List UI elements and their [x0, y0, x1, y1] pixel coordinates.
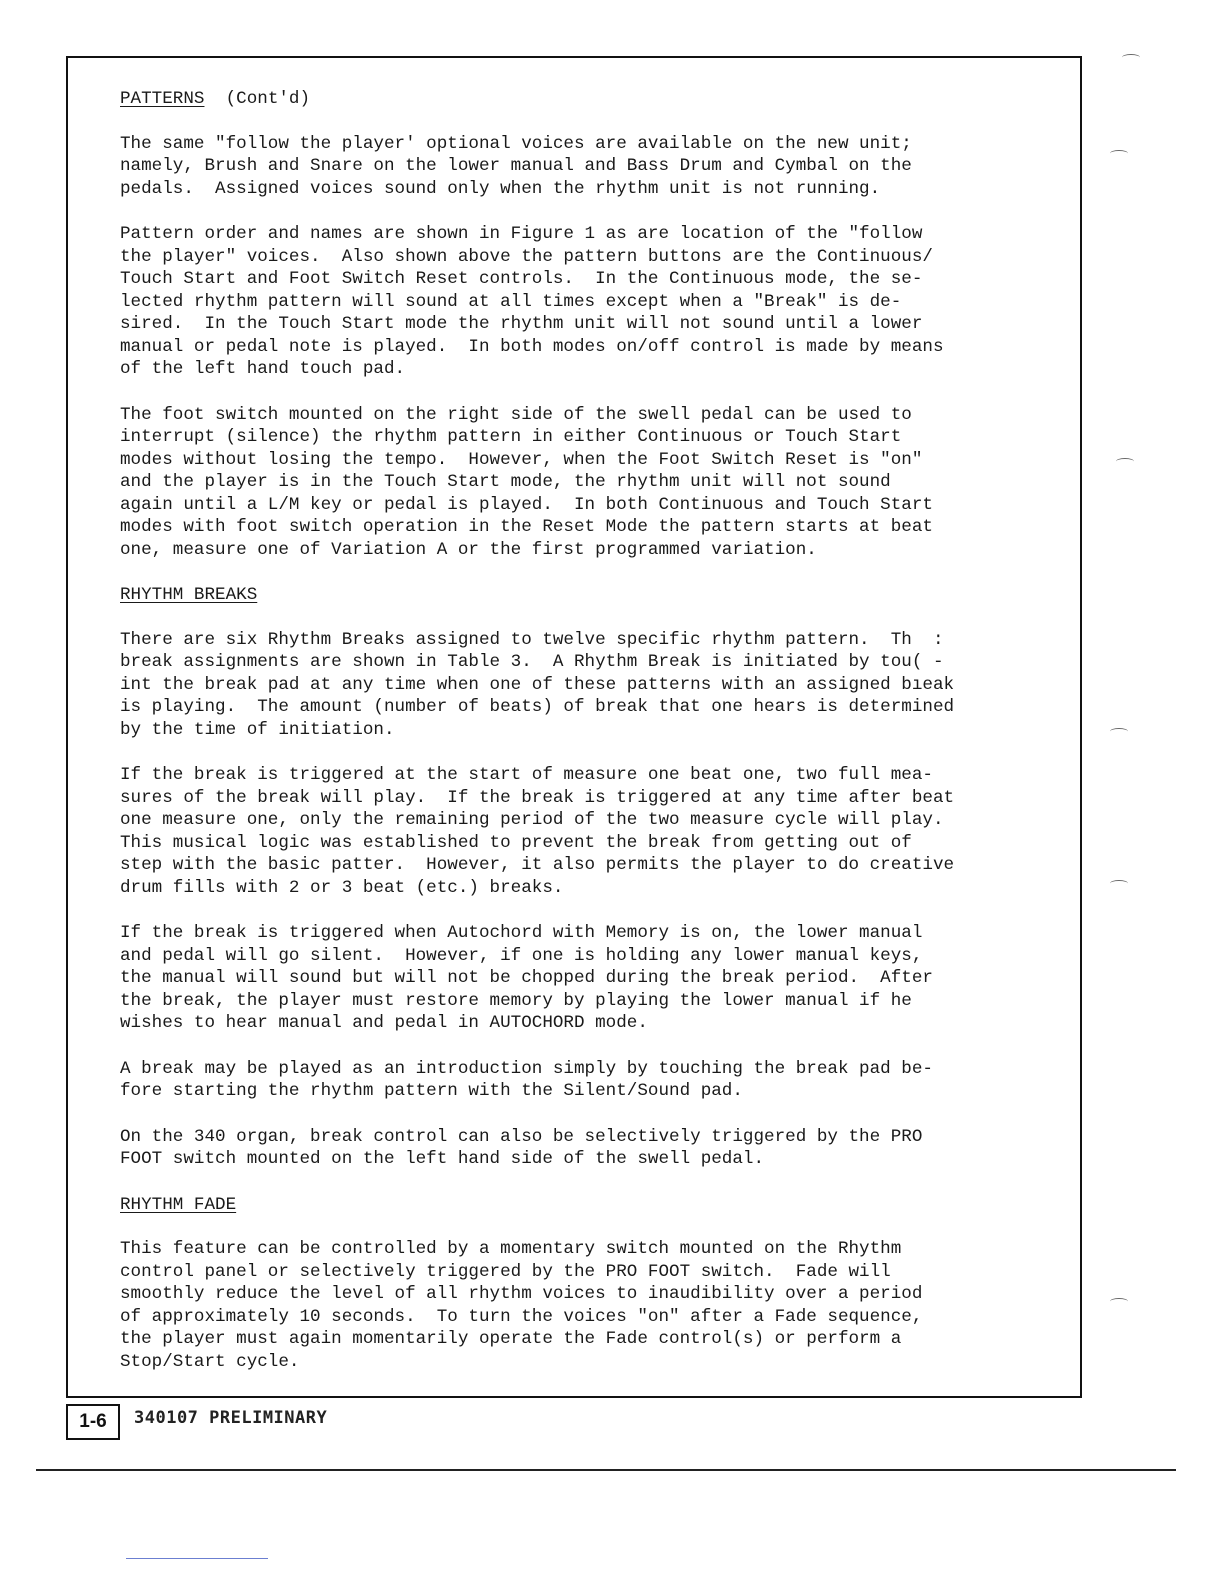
paragraph [120, 1238, 1020, 1373]
section-heading-text: RHYTHM FADE [120, 1194, 237, 1215]
text-line: wishes to hear manual and pedal in AUTOCHORD mode. [120, 1013, 648, 1033]
text-line: Stop/Start cycle. [120, 1351, 300, 1372]
paragraph [120, 223, 1020, 381]
paragraph [120, 629, 1020, 742]
text-line: the player" voices. Also shown above the pattern buttons are the Continuous/ [120, 246, 933, 267]
text-line: again until a L/M key or pedal is played. In both Continuous and Touch Start [120, 494, 933, 515]
text-line: of the left hand touch pad. [120, 359, 406, 379]
text-line: and the player is in the Touch Start mode, the rhythm unit will not sound [120, 472, 891, 492]
page-number: 1-6 [79, 1411, 107, 1432]
text-line: control panel or selectively triggered by the PRO FOOT switch. Fade will [120, 1261, 891, 1282]
text-line: and pedal will go silent. However, if one is holding any lower manual keys, [120, 945, 923, 966]
text-line: manual or pedal note is played. In both modes on/off control is made by means [120, 336, 944, 357]
section-heading-rhythm-fade [120, 1194, 1020, 1217]
text-line: If the break is triggered when Autochord with Memory is on, the lower manual [120, 923, 923, 943]
text-line: the player must again momentarily operate the Fade control(s) or perform a [120, 1329, 902, 1349]
paragraph [120, 133, 1020, 201]
text-line: namely, Brush and Snare on the lower manual and Bass Drum and Cymbal on the [120, 156, 912, 176]
paragraph [120, 764, 1020, 899]
text-line: of approximately 10 seconds. To turn the voices "on" after a Fade sequence, [120, 1306, 923, 1327]
paragraph [120, 404, 1020, 562]
text-line: step with the basic patter. However, it also permits the player to do creative [120, 855, 955, 875]
margin-mark [1110, 728, 1128, 735]
text-line: drum fills with 2 or 3 beat (etc.) breaks. [120, 877, 564, 898]
paragraph [120, 922, 1020, 1035]
margin-mark [1110, 150, 1128, 157]
text-line: There are six Rhythm Breaks assigned to twelve specific rhythm pattern. Th : [120, 629, 944, 650]
text-line: A break may be played as an introduction simply by touching the break pad be- [120, 1058, 933, 1079]
text-line: one, measure one of Variation A or the first programmed variation. [120, 539, 817, 560]
margin-mark [1110, 1298, 1128, 1305]
text-line: This musical logic was established to prevent the break from getting out of [120, 832, 912, 853]
text-line: interrupt (silence) the rhythm pattern in either Continuous or Touch Start [120, 427, 902, 447]
scan-artifact-line [126, 1558, 268, 1559]
text-line: Touch Start and Foot Switch Reset controls. In the Continuous mode, the se- [120, 269, 923, 289]
paragraph [120, 1126, 1020, 1171]
text-line: by the time of initiation. [120, 719, 395, 740]
margin-mark [1110, 880, 1128, 887]
document-id: 340107 PRELIMINARY [134, 1408, 328, 1428]
section-heading-patterns [120, 88, 1020, 111]
section-heading-suffix: (Cont'd) [204, 89, 311, 109]
margin-mark [1122, 54, 1140, 61]
section-heading-rhythm-breaks [120, 584, 1020, 607]
text-line: one measure one, only the remaining period of the two measure cycle will play. [120, 810, 944, 830]
text-line: smoothly reduce the level of all rhythm voices to inaudibility over a period [120, 1284, 923, 1304]
text-line: break assignments are shown in Table 3. A Rhythm Break is initiated by tou( - [120, 652, 944, 672]
paragraph [120, 1058, 1020, 1103]
text-line: pedals. Assigned voices sound only when the rhythm unit is not running. [120, 178, 881, 199]
text-line: sired. In the Touch Start mode the rhythm unit will not sound until a lower [120, 314, 923, 334]
margin-mark [1116, 458, 1134, 465]
document-body [120, 88, 1020, 1373]
text-line: Pattern order and names are shown in Figure 1 as are location of the "follow [120, 224, 923, 244]
text-line: modes without losing the tempo. However, when the Foot Switch Reset is "on" [120, 449, 923, 470]
text-line: On the 340 organ, break control can also be selectively triggered by the PRO [120, 1126, 923, 1147]
text-line: The same "follow the player' optional voices are available on the new unit; [120, 133, 912, 154]
text-line: is playing. The amount (number of beats) of break that one hears is determined [120, 697, 955, 717]
text-line: the break, the player must restore memory by playing the lower manual if he [120, 990, 912, 1011]
text-line: int the break pad at any time when one of these patterns with an assigned bıeak [120, 674, 955, 695]
text-line: the manual will sound but will not be chopped during the break period. After [120, 968, 933, 988]
text-line: If the break is triggered at the start of measure one beat one, two full mea- [120, 765, 933, 785]
text-line: sures of the break will play. If the break is triggered at any time after beat [120, 787, 955, 808]
text-line: The foot switch mounted on the right side of the swell pedal can be used to [120, 404, 912, 425]
text-line: lected rhythm pattern will sound at all times except when a "Break" is de- [120, 291, 902, 312]
text-line: modes with foot switch operation in the Reset Mode the pattern starts at beat [120, 517, 933, 537]
text-line: FOOT switch mounted on the left hand side of the swell pedal. [120, 1149, 765, 1169]
section-heading-text: PATTERNS [120, 89, 205, 109]
page-number-box [66, 1404, 120, 1440]
bottom-rule [36, 1469, 1176, 1471]
text-line: This feature can be controlled by a momentary switch mounted on the Rhythm [120, 1239, 902, 1259]
text-line: fore starting the rhythm pattern with the Silent/Sound pad. [120, 1081, 743, 1101]
section-heading-text: RHYTHM BREAKS [120, 585, 258, 605]
